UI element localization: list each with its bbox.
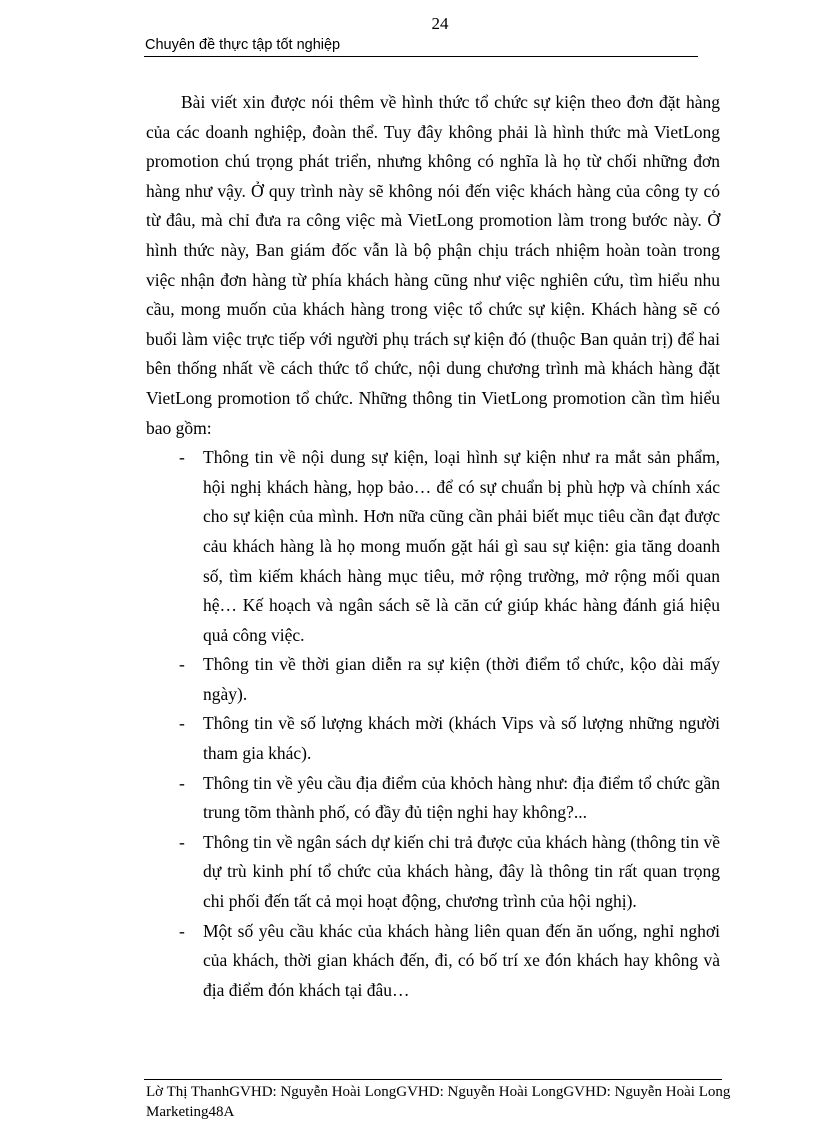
bullet-dash: - — [179, 654, 185, 675]
footer-author-line: Lờ Thị ThanhGVHD: Nguyễn Hoài LongGVHD: Nguyễn Hoài LongGVHD: Nguyễn Hoài Long — [146, 1084, 731, 1100]
list-item-text: Thông tin về ngân sách dự kiến chi trả được của khách hàng (thông tin về dự trù kinh phí tổ chức của khách hàng, đây là thông tin rất quan trọng chi phối đến tất cả mọi hoạt động, chương trình của hội nghị). — [203, 831, 720, 912]
footer-class-line: Marketing48A — [146, 1104, 235, 1120]
bullet-dash: - — [179, 831, 185, 852]
list-item-text: Một số yêu cầu khác của khách hàng liên quan đến ăn uống, nghỉ nghơi của khách, thời gian khách đến, đi, có bố trí xe đón khách hay không và địa điểm đón khách tại đâu… — [203, 920, 720, 1000]
footer-divider — [144, 1079, 722, 1080]
list-item — [146, 709, 720, 768]
list-item — [146, 650, 720, 709]
document-body — [146, 88, 720, 1005]
footer — [146, 1082, 806, 1122]
page-number: 24 — [431, 14, 449, 33]
bullet-dash: - — [179, 713, 185, 734]
list-item — [146, 443, 720, 650]
header-title: Chuyên đề thực tập tốt nghiệp — [145, 37, 341, 53]
bullet-dash: - — [179, 772, 185, 793]
list-item-text: Thông tin về thời gian diễn ra sự kiện (thời điểm tổ chức, kộo dài mấy ngày). — [203, 654, 720, 704]
list-item-text: Thông tin về yêu cầu địa điểm của khỏch hàng như: địa điểm tổ chức gần trung tõm thành phố, có đầy đủ tiện nghi hay không?... — [203, 772, 720, 823]
list-item-text: Thông tin về nội dung sự kiện, loại hình sự kiện như ra mắt sản phẩm, hội nghị khách hàng, họp bảo… để có sự chuẩn bị phù hợp và chính xác cho sự kiện của mình. Hơn nữa cũng cần phải biết mục tiêu cần đạt được cảu khách hàng là họ mong muốn gặt hái gì sau sự kiện: gia tăng doanh số, tìm kiếm khách hàng mục tiêu, mở rộng trường, mở rộng mối quan hệ… Kế hoạch và ngân sách sẽ là căn cứ giúp khác hàng đánh giá hiệu quả công việc. — [203, 447, 720, 645]
list-item — [146, 917, 720, 1006]
list-item — [146, 769, 720, 828]
bullet-dash: - — [179, 447, 185, 468]
requirements-list — [146, 443, 720, 1005]
list-item — [146, 828, 720, 917]
intro-paragraph: Bài viết xin được nói thêm về hình thức tổ chức sự kiện theo đơn đặt hàng của các doanh nghiệp, đoàn thể. Tuy đây không phải là hình thức mà VietLong promotion chú trọng phát triển, nhưng không có nghĩa là họ từ chối những đơn hàng như vậy. Ở quy trình này sẽ không nói đến việc khách hàng của công ty có từ đâu, mà chỉ đưa ra công việc mà VietLong promotion làm trong bước này. Ở hình thức này, Ban giám đốc vẫn là bộ phận chịu trách nhiệm hoàn toàn trong việc nhận đơn hàng từ phía khách hàng cũng như việc nghiên cứu, tìm hiểu nhu cầu, mong muốn của khách hàng trong việc tổ chức sự kiện. Khách hàng sẽ có buổi làm việc trực tiếp với người phụ trách sự kiện đó (thuộc Ban quản trị) để hai bên thống nhất về cách thức tổ chức, nội dung chương trình mà khách hàng đặt VietLong promotion tổ chức. Những thông tin VietLong promotion cần tìm hiểu bao gồm: — [146, 92, 720, 438]
list-item-text: Thông tin về số lượng khách mời (khách Vips và số lượng những người tham gia khác). — [203, 713, 720, 764]
header-divider — [144, 56, 698, 57]
bullet-dash: - — [179, 920, 185, 941]
